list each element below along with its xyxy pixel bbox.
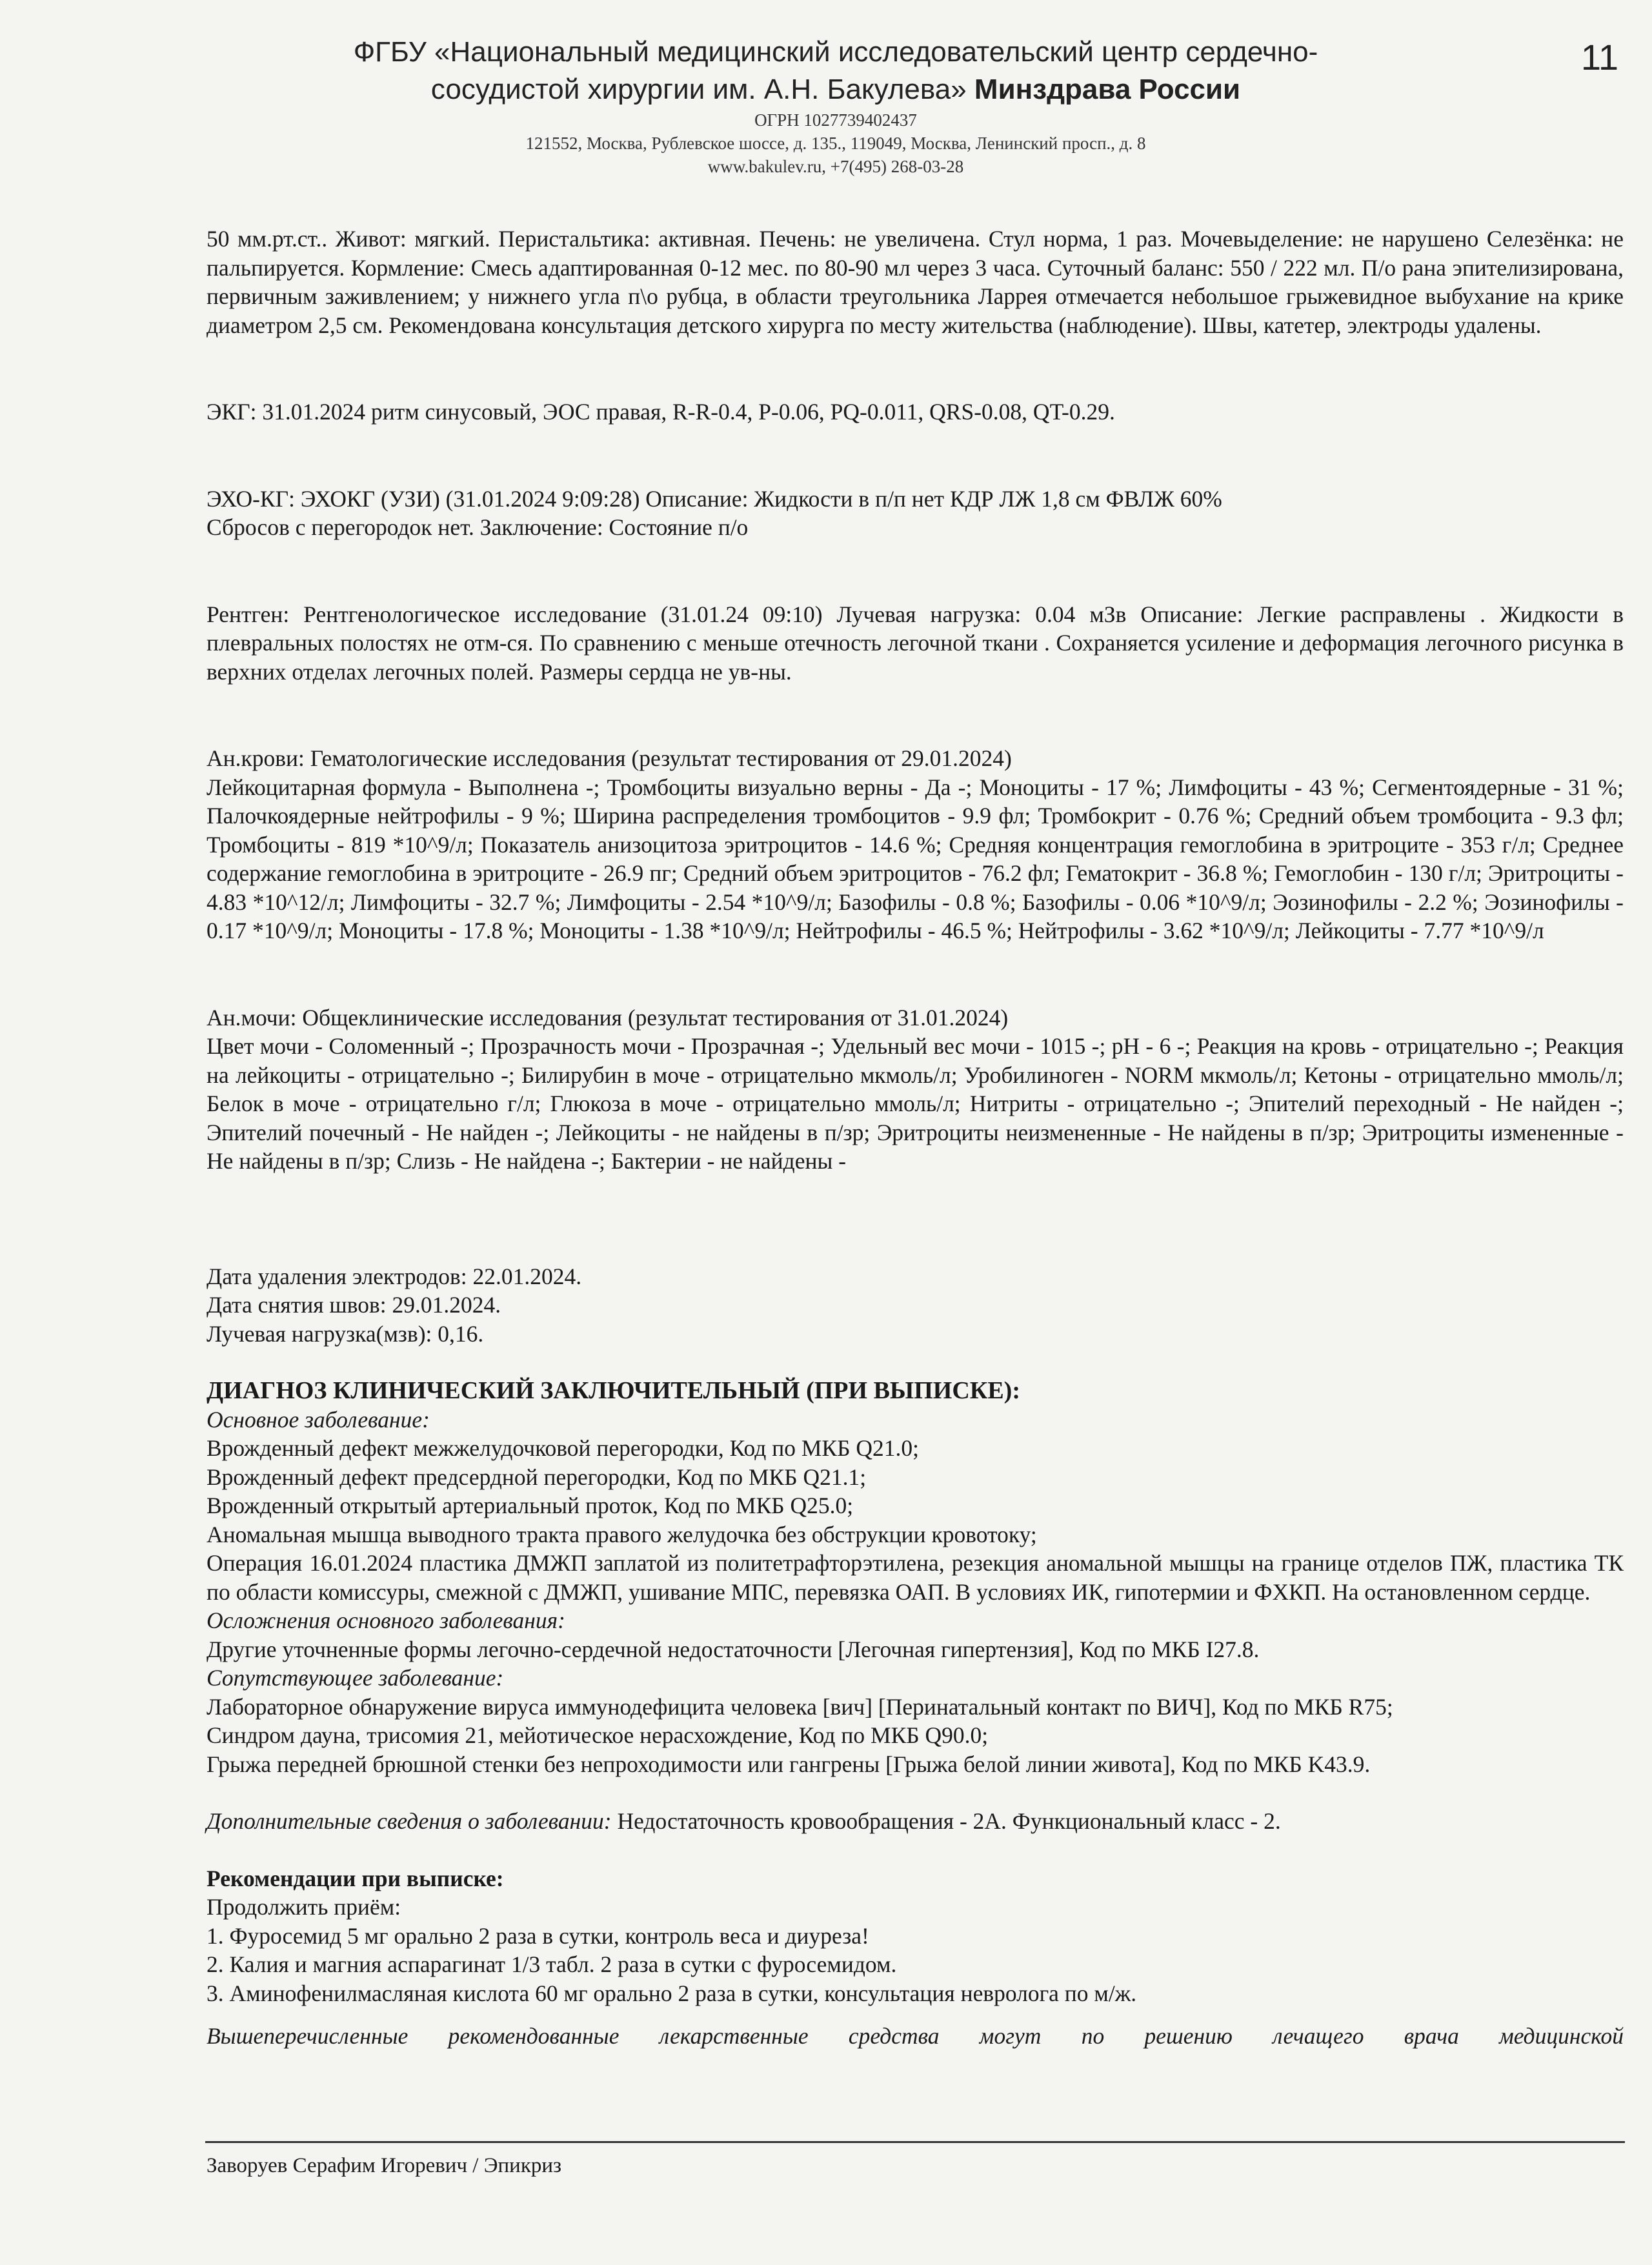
address: 121552, Москва, Рублевское шоссе, д. 135., 119049, Москва, Ленинский просп., д. 8 <box>525 134 1146 153</box>
blood-title: Ан.крови: Гематологические исследования (результат тестирования от 29.01.2024) <box>206 745 1012 771</box>
main-disease-1: Врожденный дефект межжелудочковой перегородки, Код по МКБ Q21.0; <box>206 1435 919 1461</box>
recommendations-intro: Продолжить приём: <box>206 1894 401 1920</box>
urine-title: Ан.мочи: Общеклинические исследования (результат тестирования от 31.01.2024) <box>206 1004 1009 1031</box>
complications-label: Осложнения основного заболевания: <box>206 1607 565 1633</box>
main-disease-3: Врожденный открытый артериальный проток, Код по МКБ Q25.0; <box>206 1493 854 1518</box>
operation-description: Операция 16.01.2024 пластика ДМЖП заплатой из политетрафторэтилена, резекция аномальной мышцы на границе отделов ПЖ, пластика ТК по области комиссуры, смежной с ДМЖП, ушивание МПС, перевязка ОАП. В условиях ИК, гипотермии и ФХКП. На остановленном сердце. <box>206 1550 1624 1605</box>
extra-info <box>206 1807 1624 1836</box>
diagnosis-title: ДИАГНОЗ КЛИНИЧЕСКИЙ ЗАКЛЮЧИТЕЛЬНЫЙ (ПРИ ВЫПИСКЕ): <box>206 1377 1020 1404</box>
letterhead <box>0 34 1652 178</box>
echo-line1: ЭХО-КГ: ЭХОКГ (УЗИ) (31.01.2024 9:09:28) Описание: Жидкости в п/п нет КДР ЛЖ 1,8 см ФВЛЖ 60% <box>206 485 1222 512</box>
footer-divider <box>205 2141 1625 2143</box>
recommendation-2: 2. Калия и магния аспарагинат 1/3 табл. 2 раза в сутки с фуросемидом. <box>206 1951 897 1977</box>
suture-removal-date: Дата снятия швов: 29.01.2024. <box>206 1292 501 1318</box>
radiation-dose: Лучевая нагрузка(мзв): 0,16. <box>206 1320 484 1347</box>
ekg-line: ЭКГ: 31.01.2024 ритм синусовый, ЭОС правая, R-R-0.4, P-0.06, PQ-0.011, QRS-0.08, QT-0.29. <box>206 399 1115 425</box>
extra-info-text: Недостаточность кровообращения - 2А. Функциональный класс - 2. <box>611 1808 1281 1834</box>
main-disease-4: Аномальная мышца выводного тракта правого желудочка без обструкции кровотоку; <box>206 1521 1037 1547</box>
organization-name <box>281 34 1391 108</box>
electrode-removal-date: Дата удаления электродов: 22.01.2024. <box>206 1263 582 1289</box>
blood-results: Лейкоцитарная формула - Выполнена -; Тромбоциты визуально верны - Да -; Моноциты - 17 %; Лимфоциты - 43 %; Сегментоядерные - 31 %; Палочкоядерные нейтрофилы - 9 %; Ширина распределения тромбоцитов - 9.9 фл; Тромбокрит - 0.76 %; Средний объем тромбоцита - 9.3 фл; Тромбоциты - 819 *10^9/л; Показатель анизоцитоза эритроцитов - 14.6 %; Средняя концентрация гемоглобина в эритроците - 353 г/л; Среднее содержание гемоглобина в эритроците - 26.9 пг; Средний объем эритроцитов - 76.2 фл; Гематокрит - 36.8 %; Гемоглобин - 130 г/л; Эритроциты - 4.83 *10^12/л; Лимфоциты - 32.7 %; Лимфоциты - 2.54 *10^9/л; Базофилы - 0.8 %; Базофилы - 0.06 *10^9/л; Эозинофилы - 2.2 %; Эозинофилы - 0.17 *10^9/л; Моноциты - 17.8 %; Моноциты - 1.38 *10^9/л; Нейтрофилы - 46.5 %; Нейтрофилы - 3.62 *10^9/л; Лейкоциты - 7.77 *10^9/л <box>206 774 1624 943</box>
org-line2-a: сосудистой хирургии им. А.Н. Бакулева» <box>430 74 967 105</box>
document-body <box>206 225 1624 2051</box>
complications: Другие уточненные формы легочно-сердечной недостаточности [Легочная гипертензия], Код по МКБ I27.8. <box>206 1636 1260 1662</box>
extra-info-label: Дополнительные сведения о заболевании: <box>206 1808 612 1834</box>
main-disease-label: Основное заболевание: <box>206 1406 430 1433</box>
concomitant-3: Грыжа передней брюшной стенки без непроходимости или гангрены [Грыжа белой линии живота], Код по МКБ K43.9. <box>206 1751 1371 1777</box>
recommendations-note: Вышеперечисленные рекомендованные лекарственные средства могут по решению лечащего врача медицинской <box>206 2023 1624 2049</box>
org-line1: ФГБУ «Национальный медицинский исследовательский центр сердечно- <box>353 36 1318 68</box>
org-line2-b: Минздрава России <box>966 74 1241 105</box>
ogrn: ОГРН 1027739402437 <box>754 110 917 130</box>
urine-results: Цвет мочи - Соломенный -; Прозрачность мочи - Прозрачная -; Удельный вес мочи - 1015 -; pH - 6 -; Реакция на кровь - отрицательно -; Реакция на лейкоциты - отрицательно -; Билирубин в моче - отрицательно мкмоль/л; Уробилиноген - NORM мкмоль/л; Кетоны - отрицательно ммоль/л; Белок в моче - отрицательно г/л; Глюкоза в моче - отрицательно ммоль/л; Нитриты - отрицательно -; Эпителий переходный - Не найден -; Эпителий почечный - Не найден -; Лейкоциты - не найдены в п/зр; Эритроциты неизмененные - Не найдены в п/зр; Эритроциты измененные - Не найдены в п/зр; Слизь - Не найдена -; Бактерии - не найдены - <box>206 1033 1624 1174</box>
recommendation-1: 1. Фуросемид 5 мг орально 2 раза в сутки, контроль веса и диуреза! <box>206 1922 869 1949</box>
xray-paragraph: Рентген: Рентгенологическое исследование (31.01.24 09:10) Лучевая нагрузка: 0.04 мЗв Описание: Легкие расправлены . Жидкости в плевральных полостях не отм-ся. По сравнению с меньше отечность легочной ткани . Сохраняется усиление и деформация легочного рисунка в верхних отделах легочных полей. Размеры сердца не ув-ны. <box>206 601 1624 685</box>
contacts: www.bakulev.ru, +7(495) 268-03-28 <box>707 157 964 176</box>
echo-line2: Сбросов с перегородок нет. Заключение: Состояние п/о <box>206 514 749 540</box>
concomitant-1: Лабораторное обнаружение вируса иммунодефицита человека [вич] [Перинатальный контакт по ВИЧ], Код по МКБ R75; <box>206 1693 1393 1720</box>
footer-author: Заворуев Серафим Игоревич / Эпикриз <box>206 2154 562 2177</box>
status-paragraph: 50 мм.рт.ст.. Живот: мягкий. Перистальтика: активная. Печень: не увеличена. Стул норма, 1 раз. Мочевыделение: не нарушено Селезёнка: не пальпируется. Кормление: Смесь адаптированная 0-12 мес. по 80-90 мл через 3 часа. Суточный баланс: 550 / 222 мл. П/о рана эпителизирована, первичным заживлением; у нижнего угла п\о рубца, в области треугольника Ларрея отмечается небольшое грыжевидное выбухание на крике диаметром 2,5 см. Рекомендована консультация детского хирурга по месту жительства (наблюдение). Швы, катетер, электроды удалены. <box>206 226 1624 338</box>
page-number: 11 <box>1580 37 1618 77</box>
recommendation-3: 3. Аминофенилмасляная кислота 60 мг орально 2 раза в сутки, консультация невролога по м/ж. <box>206 1980 1137 2006</box>
concomitant-label: Сопутствующее заболевание: <box>206 1665 504 1691</box>
recommendations-title: Рекомендации при выписке: <box>206 1865 504 1891</box>
concomitant-2: Синдром дауна, трисомия 21, мейотическое нерасхождение, Код по МКБ Q90.0; <box>206 1722 989 1748</box>
main-disease-2: Врожденный дефект предсердной перегородки, Код по МКБ Q21.1; <box>206 1464 867 1490</box>
